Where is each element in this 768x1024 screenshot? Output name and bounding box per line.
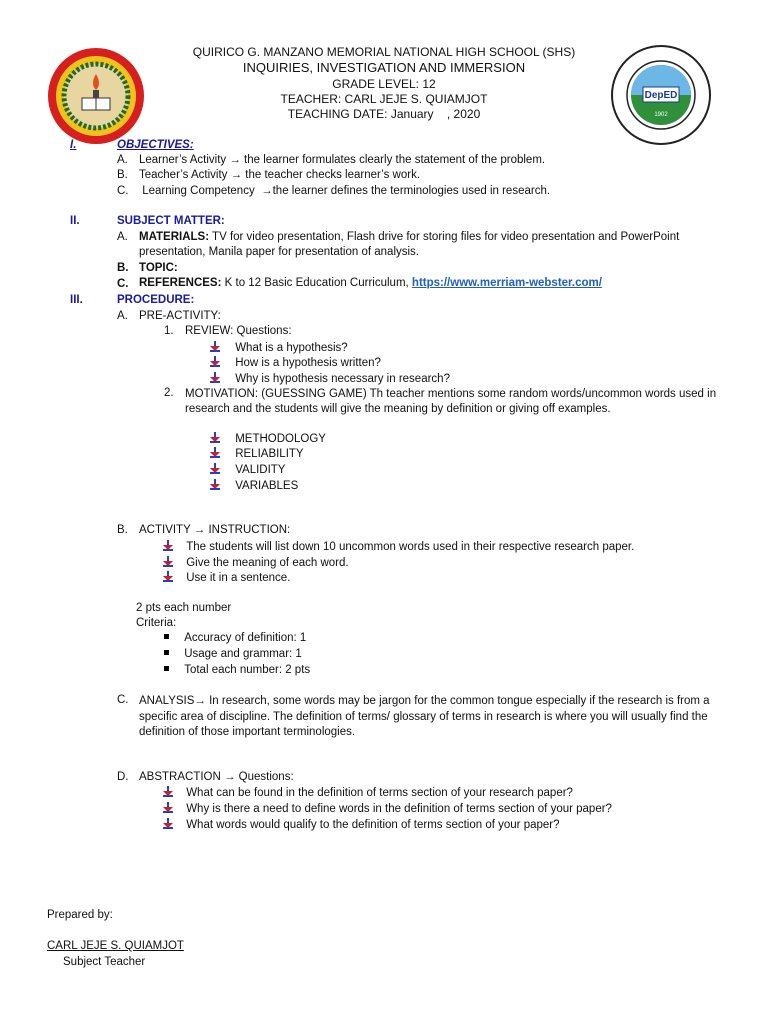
objective-letter: C. [117, 185, 129, 197]
activity-item [163, 556, 349, 569]
section-number-2: II. [70, 215, 80, 227]
seal-year-text: 1902 [654, 112, 668, 118]
review-number: 1. [164, 325, 174, 337]
arrow-bullet-icon [163, 571, 175, 582]
abstraction-question [163, 818, 560, 831]
objectives-heading: OBJECTIVES: [117, 139, 194, 151]
signatory-name: CARL JEJE S. QUIAMJOT [47, 940, 184, 952]
seal-center-text: DepED [644, 90, 678, 101]
objective-text: Learning Competency →the learner defines the terminologies used in research. [139, 185, 551, 197]
guess-word [210, 447, 304, 460]
abstraction-question-text: What can be found in the definition of terms section of your research paper? [186, 787, 573, 799]
abstraction-question [163, 786, 573, 799]
abstraction-title: ABSTRACTION → Questions: [139, 771, 294, 783]
references-label: REFERENCES: [139, 277, 222, 289]
arrow-bullet-icon [163, 802, 175, 813]
activity-item-text: Use it in a sentence. [186, 572, 291, 584]
review-question-text: Why is hypothesis necessary in research? [235, 373, 450, 385]
topic-label: TOPIC: [139, 262, 178, 274]
criteria-label: Criteria: [136, 617, 177, 629]
objective-letter: A. [117, 154, 128, 166]
arrow-bullet-icon [163, 818, 175, 829]
references-text: K to 12 Basic Education Curriculum, [221, 277, 412, 289]
arrow-bullet-icon [210, 341, 222, 352]
signatory-role: Subject Teacher [63, 956, 146, 968]
objective-letter: B. [117, 169, 128, 181]
guess-word [210, 432, 326, 445]
arrow-bullet-icon [163, 556, 175, 567]
review-question-text: What is a hypothesis? [235, 342, 348, 354]
points-note: 2 pts each number [136, 602, 232, 614]
arrow-bullet-icon [163, 786, 175, 797]
teaching-date: TEACHING DATE: January , 2020 [287, 107, 481, 121]
criteria-item-text: Usage and grammar: 1 [184, 648, 302, 660]
pre-activity-title: PRE-ACTIVITY: [139, 310, 221, 322]
arrow-bullet-icon [210, 479, 222, 490]
review-question [210, 341, 348, 354]
guess-word-text: METHODOLOGY [235, 433, 326, 445]
criteria-item-text: Total each number: 2 pts [184, 664, 311, 676]
activity-item [163, 540, 634, 553]
materials-letter: A. [117, 231, 128, 243]
arrow-bullet-icon [210, 463, 222, 474]
section-number-3: III. [70, 294, 83, 306]
analysis-text: ANALYSIS→ In research, some words may be jargon for the common tongue especially if the research is from a specific area of discipline. The definition of terms/ glossary of terms in research is where you will usually find the definition of those important terminologies. [139, 695, 710, 738]
section-number-1: I. [70, 139, 77, 151]
guess-word [210, 479, 298, 492]
activity-letter: B. [117, 524, 128, 536]
activity-item [163, 571, 290, 584]
teacher-line: TEACHER: CARL JEJE S. QUIAMJOT [280, 92, 488, 106]
grade-level: GRADE LEVEL: 12 [332, 77, 436, 91]
review-question-text: How is a hypothesis written? [235, 357, 381, 369]
guess-word-text: VARIABLES [235, 480, 299, 492]
activity-item-text: Give the meaning of each word. [186, 557, 349, 569]
criteria-item [164, 664, 310, 676]
activity-item-text: The students will list down 10 uncommon words used in their respective research paper. [186, 541, 635, 553]
motivation-number: 2. [164, 387, 174, 399]
merriam-webster-link[interactable]: https://www.merriam-webster.com/ [411, 277, 602, 289]
arrow-bullet-icon [163, 540, 175, 551]
arrow-bullet-icon [210, 432, 222, 443]
abstraction-question-text: Why is there a need to define words in the definition of terms section of your paper? [186, 803, 612, 815]
guess-word [210, 463, 285, 476]
review-question [210, 372, 450, 385]
abstraction-letter: D. [117, 771, 129, 783]
references-line [139, 277, 602, 289]
guess-word-text: RELIABILITY [235, 448, 304, 460]
arrow-bullet-icon [210, 356, 222, 367]
materials-label: MATERIALS: [139, 231, 210, 243]
references-letter: C. [117, 278, 129, 290]
school-name: QUIRICO G. MANZANO MEMORIAL NATIONAL HIGH SCHOOL (SHS) [192, 45, 576, 59]
objective-text: Learner’s Activity → the learner formulates clearly the statement of the problem. [139, 154, 546, 166]
arrow-bullet-icon [210, 447, 222, 458]
motivation-text: MOTIVATION: (GUESSING GAME) Th teacher mentions some random words/uncommon words used in research and the students will give the meaning by definition or giving off examples. [185, 388, 717, 415]
square-bullet-icon [164, 666, 169, 671]
subject-title: INQUIRIES, INVESTIGATION AND IMMERSION [242, 60, 526, 75]
guess-word-text: VALIDITY [235, 464, 286, 476]
criteria-item [164, 632, 306, 644]
prepared-by-label: Prepared by: [47, 909, 113, 921]
procedure-heading: PROCEDURE: [117, 294, 195, 306]
criteria-item [164, 648, 302, 660]
abstraction-question [163, 802, 612, 815]
analysis-letter: C. [117, 694, 129, 706]
review-title: REVIEW: Questions: [185, 325, 292, 337]
pre-activity-letter: A. [117, 310, 128, 322]
materials-paragraph [139, 230, 719, 260]
square-bullet-icon [164, 634, 169, 639]
subject-matter-heading: SUBJECT MATTER: [117, 215, 225, 227]
square-bullet-icon [164, 650, 169, 655]
activity-title: ACTIVITY → INSTRUCTION: [139, 524, 291, 536]
arrow-bullet-icon [210, 372, 222, 383]
review-question [210, 356, 381, 369]
topic-letter: B. [117, 262, 129, 274]
materials-text: TV for video presentation, Flash drive for storing files for video presentation and PowerPoint presentation, Manila paper for presentation of analysis. [139, 231, 680, 258]
objective-text: Teacher’s Activity → the teacher checks learner’s work. [139, 169, 421, 181]
abstraction-question-text: What words would qualify to the definition of terms section of your paper? [186, 819, 560, 831]
criteria-item-text: Accuracy of definition: 1 [184, 632, 307, 644]
